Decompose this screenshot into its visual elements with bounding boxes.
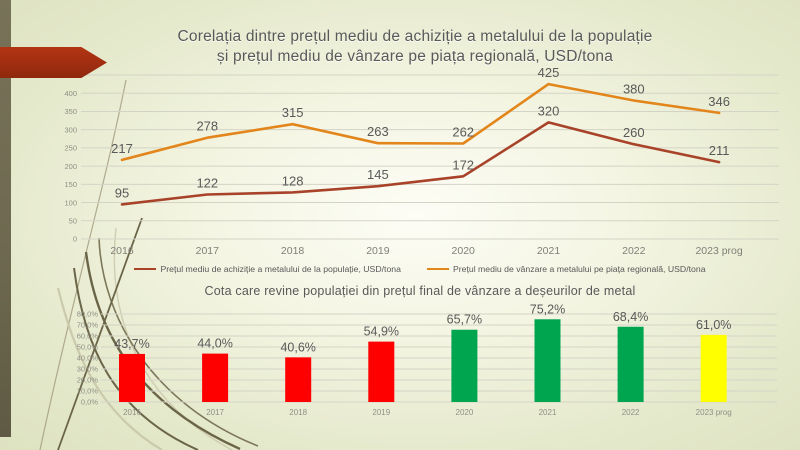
- y-axis-tick-label: 80,0%: [76, 309, 98, 319]
- x-axis-tick-label: 2018: [289, 408, 308, 417]
- x-axis-tick-label: 2019: [366, 245, 390, 257]
- bar-2017: [202, 354, 228, 402]
- y-axis-tick-label: 250: [64, 143, 77, 153]
- y-axis-tick-label: 350: [64, 107, 77, 117]
- y-axis-tick-label: 10,0%: [76, 386, 98, 396]
- data-label: 380: [622, 81, 645, 97]
- y-axis-tick-label: 200: [64, 161, 77, 171]
- data-label: 61,0%: [695, 317, 732, 332]
- legend-line-marker-vanzare: [427, 268, 449, 270]
- price-line-chart: [55, 68, 785, 268]
- data-label: 40,6%: [280, 340, 316, 355]
- data-label: 65,7%: [446, 312, 483, 327]
- data-label: 75,2%: [529, 303, 566, 317]
- legend-label-achizitie: Prețul mediu de achiziție a metalului de la populație, USD/tona: [160, 264, 401, 274]
- data-label: 145: [367, 167, 389, 183]
- y-axis-tick-label: 60,0%: [76, 331, 98, 341]
- data-label: 262: [452, 124, 475, 140]
- data-label: 425: [537, 68, 560, 81]
- y-axis-tick-label: 50: [68, 216, 77, 226]
- data-label: 217: [111, 140, 133, 156]
- line-chart-legend: [55, 264, 785, 274]
- data-label: 44,0%: [197, 336, 233, 351]
- x-axis-tick-label: 2017: [206, 408, 224, 417]
- y-axis-tick-label: 300: [64, 125, 77, 135]
- x-axis-tick-label: 2023 prog: [695, 408, 732, 417]
- share-bar-chart: [55, 303, 785, 423]
- legend-label-vanzare: Prețul mediu de vânzare a metalului pe piața regională, USD/tona: [452, 264, 706, 274]
- bar-2016: [119, 354, 145, 402]
- x-axis-tick-label: 2016: [123, 408, 141, 417]
- y-axis-tick-label: 400: [64, 88, 77, 98]
- data-label: 172: [452, 157, 475, 173]
- x-axis-tick-label: 2022: [622, 245, 646, 257]
- data-label: 95: [114, 185, 130, 201]
- x-axis-tick-label: 2016: [110, 245, 134, 257]
- slide-title-line1: Corelația dintre prețul mediu de achiziție a metalului de la populație: [177, 28, 653, 45]
- x-axis-tick-label: 2020: [451, 245, 475, 257]
- bar-2022: [618, 327, 644, 402]
- x-axis-tick-label: 2021: [538, 408, 557, 417]
- data-label: 278: [196, 118, 219, 134]
- bar-2021: [535, 319, 561, 402]
- data-label: 43,7%: [114, 336, 150, 351]
- data-label: 211: [708, 143, 730, 159]
- y-axis-tick-label: 0: [72, 234, 77, 244]
- legend-entry-vanzare: [427, 264, 706, 274]
- data-label: 122: [196, 175, 219, 191]
- y-axis-tick-label: 150: [64, 180, 77, 190]
- x-axis-tick-label: 2023 prog: [695, 245, 743, 257]
- data-label: 54,9%: [363, 324, 400, 339]
- data-label: 346: [708, 93, 730, 109]
- bar-2018: [285, 357, 311, 402]
- y-axis-tick-label: 50,0%: [76, 342, 98, 352]
- data-label: 263: [367, 124, 389, 140]
- data-label: 320: [537, 103, 560, 119]
- bar-2019: [368, 342, 394, 402]
- x-axis-tick-label: 2017: [195, 245, 219, 257]
- bar-2023 prog: [701, 335, 727, 402]
- x-axis-tick-label: 2020: [455, 408, 474, 417]
- slide-title: [55, 27, 775, 67]
- data-label: 315: [281, 105, 304, 121]
- slide-title-line2: și prețul mediu de vânzare pe piața regională, USD/tona: [216, 48, 614, 65]
- data-label: 128: [281, 173, 304, 189]
- y-axis-tick-label: 0,0%: [80, 397, 98, 407]
- y-axis-tick-label: 20,0%: [76, 375, 98, 385]
- y-axis-tick-label: 100: [64, 198, 77, 208]
- bar-chart-title: Cota care revine populației din prețul final de vânzare a deșeurilor de metal: [204, 284, 636, 298]
- y-axis-tick-label: 40,0%: [76, 353, 98, 363]
- x-axis-tick-label: 2019: [372, 408, 391, 417]
- data-label: 260: [622, 125, 645, 141]
- legend-line-marker-achizitie: [134, 268, 156, 270]
- x-axis-tick-label: 2022: [621, 408, 640, 417]
- data-label: 68,4%: [612, 309, 649, 324]
- bar-2020: [451, 330, 477, 402]
- y-axis-tick-label: 30,0%: [76, 364, 98, 374]
- legend-entry-achizitie: [134, 264, 401, 274]
- y-axis-tick-label: 70,0%: [76, 320, 98, 330]
- x-axis-tick-label: 2018: [280, 245, 305, 257]
- x-axis-tick-label: 2021: [536, 245, 561, 257]
